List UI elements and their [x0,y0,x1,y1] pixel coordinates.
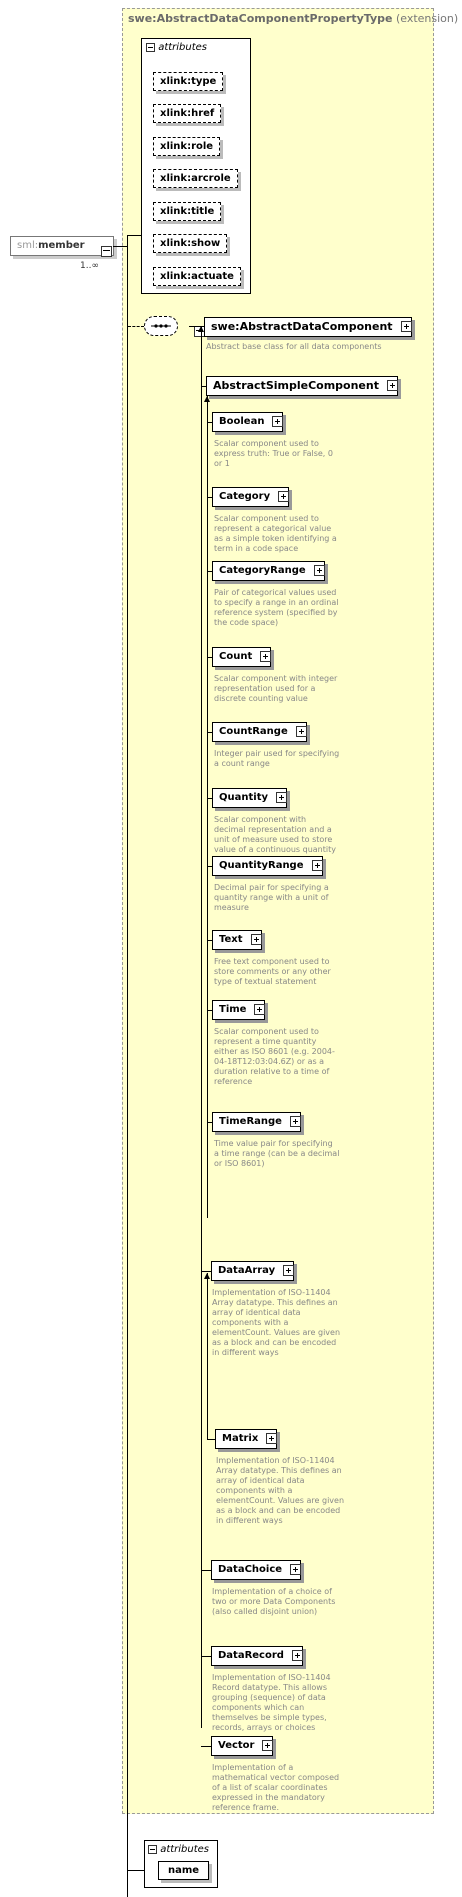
xlink-attribute[interactable] [153,202,221,221]
simple-component-description: Pair of categorical values used to specify a range in an ordinal reference system (specified by the code space) [214,588,339,627]
expand-icon[interactable] [260,651,271,662]
simple-component-category[interactable] [212,487,289,507]
abstract-data-component[interactable] [204,317,412,337]
simple-component-label: Category [219,491,271,502]
connector [201,1570,211,1571]
member-cardinality: 1..∞ [80,261,99,271]
inheritance-arrow-icon [204,1273,210,1279]
connector [127,235,141,236]
simple-component-label: Time [219,1004,247,1015]
simple-component-description: Scalar component used to represent a time quantity either as ISO 8601 (e.g. 2004-04-18T12:03:04.6Z) or as a duration relative to a time of reference [214,1027,335,1086]
extension-title [128,12,458,25]
collapse-icon[interactable] [148,1845,157,1854]
connector [201,1746,211,1747]
extension-suffix: (extension) [395,12,459,25]
connector [201,386,206,387]
expand-icon[interactable] [387,380,398,391]
attributes-label: attributes [160,1844,210,1855]
attributes-header[interactable] [148,1844,209,1855]
expand-icon[interactable] [283,1265,294,1276]
xlink-attribute[interactable] [153,169,238,188]
component-description: Implementation of ISO-11404 Record datatype. This allows grouping (sequence) of data components which can themselves be simple types, records, arrays or choices [212,1673,331,1732]
expand-icon[interactable] [401,321,412,332]
collapse-icon[interactable] [146,43,155,52]
matrix-description: Implementation of ISO-11404 Array datatype. This defines an array of identical data components with a elementCount. Values are given as a block and can be encoded in different ways [216,1456,345,1525]
connector [113,246,127,247]
connector [128,326,144,327]
component-label: Vector [218,1740,255,1751]
simple-component-label: QuantityRange [219,860,304,871]
component-vector[interactable] [211,1736,273,1756]
connector [127,235,128,1897]
simple-component-timerange[interactable] [212,1112,301,1132]
expand-icon[interactable] [272,416,283,427]
expand-icon[interactable] [290,1564,301,1575]
matrix-element[interactable] [215,1429,277,1449]
xlink-attribute[interactable] [153,104,221,123]
simple-component-description: Scalar component with integer representation used for a discrete counting value [214,674,338,703]
component-label: DataRecord [218,1650,284,1661]
inheritance-line [201,326,202,1728]
data-array-label: DataArray [218,1265,276,1276]
simple-component-label: Count [219,651,253,662]
component-description: Implementation of a mathematical vector composed of a list of scalar coordinates expressed in the mandatory reference frame. [212,1763,340,1812]
component-label: DataChoice [218,1564,283,1575]
attribute-name[interactable] [158,1861,209,1880]
inheritance-arrow-icon [204,396,210,402]
simple-component-description: Integer pair used for specifying a count range [214,749,340,768]
expand-icon[interactable] [314,565,325,576]
xlink-attribute-label: xlink:type [160,76,217,87]
xlink-attribute-label: xlink:title [160,206,215,217]
simple-component-description: Time value pair for specifying a time range (can be a decimal or ISO 8601) [214,1139,340,1168]
simple-component-description: Scalar component used to express truth: True or False, 0 or 1 [214,439,333,468]
expand-icon[interactable] [276,792,287,803]
component-description: Implementation of a choice of two or more Data Components (also called disjoint union) [212,1587,336,1616]
simple-component-quantityrange[interactable] [212,856,323,876]
simple-component-description: Decimal pair for specifying a quantity range with a unit of measure [214,883,329,912]
expand-icon[interactable] [296,726,307,737]
simple-component-countrange[interactable] [212,722,307,742]
simple-component-label: TimeRange [219,1116,282,1127]
simple-component-text[interactable] [212,930,262,950]
simple-component-count[interactable] [212,647,271,667]
connector [207,1439,215,1440]
xlink-attribute-label: xlink:arcrole [160,173,231,184]
simple-component-label: CategoryRange [219,565,306,576]
simple-component-description: Scalar component with decimal representation and a unit of measure used to store value of a continuous quantity [214,815,336,854]
expand-icon[interactable] [312,860,323,871]
extension-type-name: swe:AbstractDataComponentPropertyType [128,12,393,25]
expand-icon[interactable] [254,1004,265,1015]
xlink-attribute[interactable] [153,267,241,286]
data-array-description: Implementation of ISO-11404 Array datatype. This defines an array of identical data components with a elementCount. Values are given as a block and can be encoded in different ways [212,1288,341,1357]
simple-component-boolean[interactable] [212,412,283,432]
member-element[interactable] [10,236,114,256]
matrix-label: Matrix [222,1433,259,1444]
attributes-label: attributes [158,42,208,53]
expand-icon[interactable] [278,491,289,502]
abstract-data-component-description: Abstract base class for all data components [206,342,382,351]
expand-icon[interactable] [290,1116,301,1127]
abstract-data-component-label: swe:AbstractDataComponent [211,320,393,333]
simple-component-label: CountRange [219,726,288,737]
simple-component-label: Text [219,934,243,945]
xlink-attribute[interactable] [153,137,220,156]
expand-icon[interactable] [251,934,262,945]
inheritance-line [207,1273,208,1439]
simple-component-description: Free text component used to store comments or any other type of textual statement [214,957,331,986]
simple-component-quantity[interactable] [212,788,287,808]
simple-component-description: Scalar component used to represent a categorical value as a simple token identifying a term in a code space [214,514,337,553]
component-datarecord[interactable] [211,1646,303,1666]
sequence-compositor-icon[interactable] [144,316,178,336]
simple-component-categoryrange[interactable] [212,561,325,581]
inheritance-arrow-icon [198,326,204,332]
attributes-header[interactable] [146,42,207,53]
expand-icon[interactable] [262,1740,273,1751]
inheritance-line [207,396,208,1218]
expand-icon[interactable] [292,1650,303,1661]
xlink-attribute-label: xlink:show [160,238,221,249]
expand-icon[interactable] [266,1433,277,1444]
component-datachoice[interactable] [211,1560,301,1580]
simple-component-time[interactable] [212,1000,265,1020]
member-prefix: sml: [17,240,39,251]
xlink-attribute-label: xlink:href [160,108,215,119]
xlink-attribute[interactable] [153,72,223,91]
xlink-attribute[interactable] [153,234,227,253]
abstract-simple-component-label: AbstractSimpleComponent [213,379,379,392]
xlink-attribute-label: xlink:actuate [160,271,234,282]
connector [127,1870,144,1871]
abstract-simple-component[interactable] [206,376,398,396]
attribute-label: name [168,1865,200,1876]
connector [201,1656,211,1657]
simple-component-label: Boolean [219,416,265,427]
simple-component-label: Quantity [219,792,268,803]
member-collapse-icon[interactable] [101,246,112,257]
member-name: member [38,240,85,251]
connector [201,1271,211,1272]
xlink-attribute-label: xlink:role [160,141,214,152]
data-array-element[interactable] [211,1261,294,1281]
